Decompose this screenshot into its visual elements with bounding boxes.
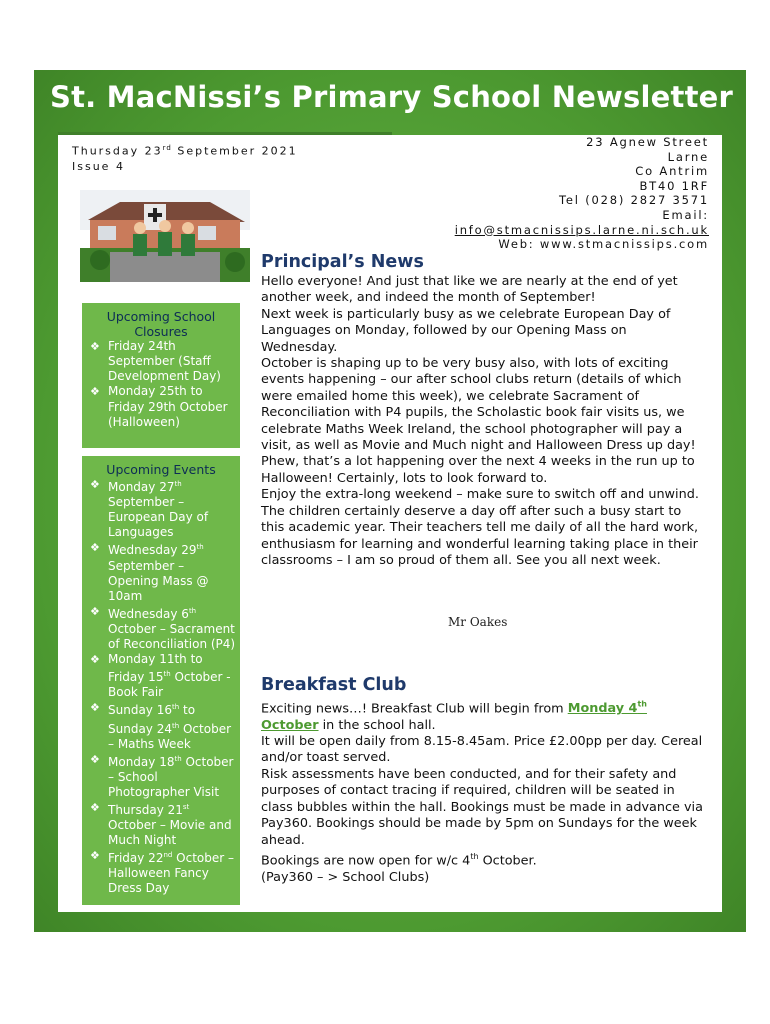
principal-heading: Principal’s News bbox=[261, 252, 424, 272]
principal-signature: Mr Oakes bbox=[448, 615, 508, 629]
list-item: ❖ Monday 27th September – European Day of Languages bbox=[88, 477, 236, 540]
breakfast-start-date: Monday 4th bbox=[567, 700, 647, 717]
list-item: ❖ Friday 24th September (Staff Development Day) bbox=[88, 339, 236, 384]
list-item: ❖ Thursday 21st October – Movie and Much Night bbox=[88, 800, 236, 848]
list-item: ❖ Monday 18th October – School Photographer Visit bbox=[88, 752, 236, 800]
website: Web: www.stmacnissips.com bbox=[498, 237, 709, 252]
list-item: ❖ Monday 25th to Friday 29th October (Halloween) bbox=[88, 384, 236, 429]
breakfast-heading: Breakfast Club bbox=[261, 675, 407, 695]
school-address: 23 Agnew Street Larne Co Antrim BT40 1RF Tel (028) 2827 3571 Email: info@stmacnissips.larne.ni.sch.uk Web: www.stmacnissips.com bbox=[454, 135, 709, 252]
list-item: ❖ Sunday 16th to Sunday 24th October – Maths Week bbox=[88, 700, 236, 751]
list-item: ❖ Friday 22nd October – Halloween Fancy Dress Day bbox=[88, 848, 236, 896]
email-link[interactable]: info@stmacnissips.larne.ni.sch.uk bbox=[454, 222, 709, 237]
list-item: ❖ Monday 11th to Friday 15th October - Book Fair bbox=[88, 652, 236, 700]
issue-number: Issue 4 bbox=[72, 159, 125, 173]
breakfast-club-body: Exciting news…! Breakfast Club will begin from Monday 4th October in the school hall. It will be open daily from 8.15-8.45am. Price £2.00pp per day. Cereal and/or toast served. Risk assessments have been conducted, and for their safety and purposes of contact tracing if required, children will be seated in class bubbles within the hall. Bookings must be made in advance via Pay360. Bookings should be made by 5pm on Sundays for the week ahead. Bookings are now open for w/c 4th October. (Pay360 – > School Clubs) bbox=[261, 700, 703, 885]
closures-heading: Upcoming School Closures bbox=[106, 309, 216, 340]
list-item: ❖ Wednesday 6th October – Sacrament of Reconciliation (P4) bbox=[88, 604, 236, 652]
telephone: Tel (028) 2827 3571 bbox=[559, 193, 709, 208]
newsletter-date: Thursday 23rd September 2021 bbox=[72, 144, 298, 158]
events-heading: Upcoming Events bbox=[106, 462, 216, 477]
newsletter-title: St. MacNissi’s Primary School Newsletter bbox=[50, 80, 734, 114]
header-rule bbox=[58, 132, 392, 135]
list-item: ❖ Wednesday 29th September – Opening Mass @ 10am bbox=[88, 540, 236, 603]
events-box bbox=[82, 456, 240, 905]
principal-news-body: Hello everyone! And just that like we are nearly at the end of yet another week, and indeed the month of September! Next week is particularly busy as we celebrate European Day of Languages on Monday, followed by our Opening Mass on Wednesday. October is shaping up to be very busy also, with lots of exciting events happening – our after school clubs return (details of which were emailed home this week), we celebrate Sacrament of Reconciliation with P4 pupils, the Scholastic book fair visits us, we celebrate Maths Week Ireland, the school photographer will pay a visit, as well as Movie and Much night and Halloween Dress up day! Phew, that’s a lot happening over the next 4 weeks in the run up to Halloween! Certainly, lots to look forward to. Enjoy the extra-long weekend – make sure to switch off and unwind. The children certainly deserve a day off after such a busy start to this academic year. Their teachers tell me daily of all the hard work, enthusiasm for learning and wonderful learning taking place in their classrooms – I am so proud of them all. See you all next week. bbox=[261, 274, 699, 568]
closures-box bbox=[82, 303, 240, 448]
date-issue-block bbox=[72, 141, 298, 174]
school-photo bbox=[80, 190, 250, 282]
